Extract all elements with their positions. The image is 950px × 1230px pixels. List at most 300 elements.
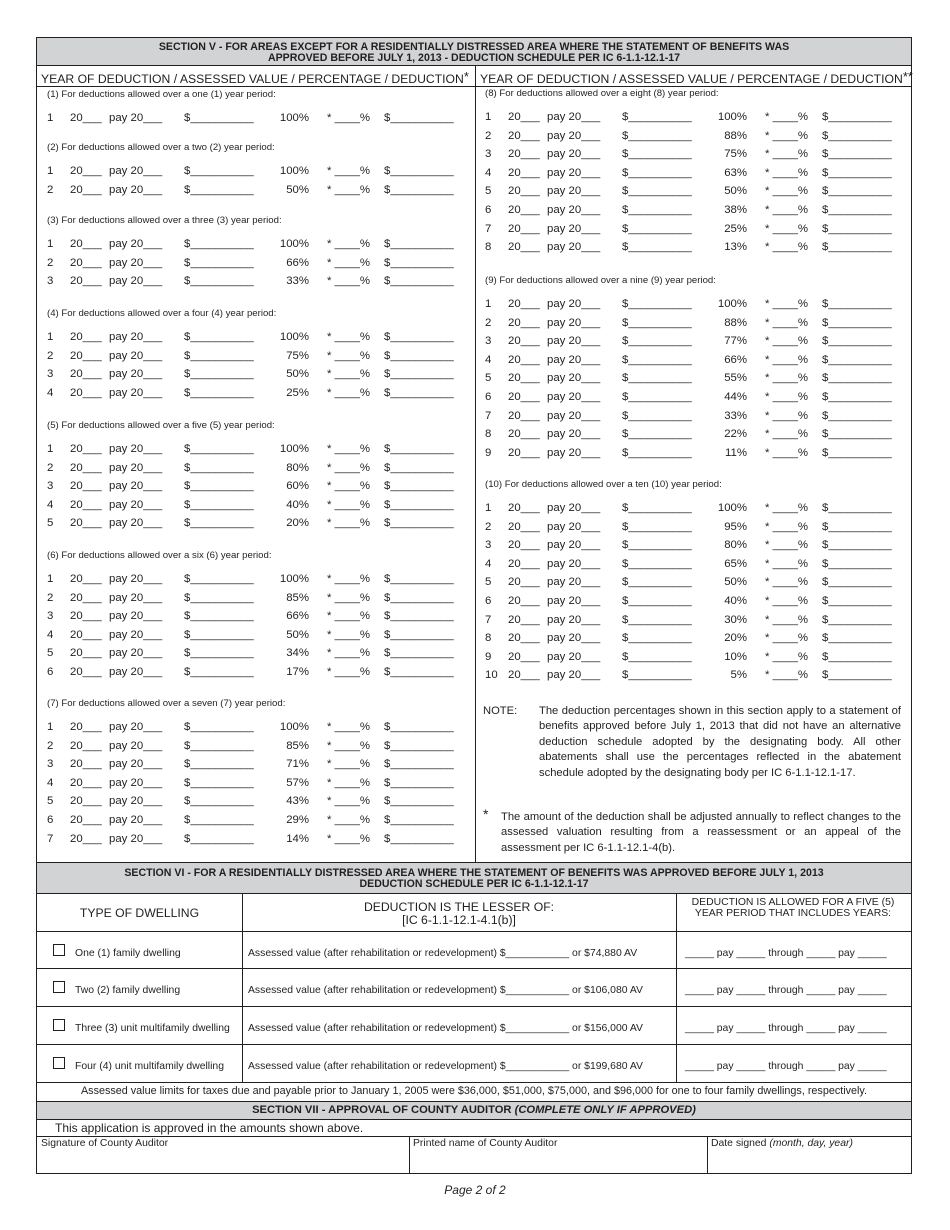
year-field[interactable]: 20___ bbox=[70, 443, 102, 455]
pay-year-field[interactable]: pay 20___ bbox=[109, 275, 163, 288]
assessed-value-field[interactable]: $__________ bbox=[622, 298, 692, 310]
deduction-field[interactable]: $__________ bbox=[384, 349, 454, 362]
year-field[interactable]: 20___ bbox=[508, 298, 540, 310]
year-field[interactable]: 20___ bbox=[70, 165, 102, 177]
year-field[interactable]: 20___ bbox=[508, 409, 540, 422]
percentage-field[interactable]: * ____% bbox=[765, 148, 809, 161]
dwelling-checkbox[interactable] bbox=[53, 1057, 65, 1069]
assessed-value-field[interactable]: $__________ bbox=[184, 795, 254, 808]
year-field[interactable]: 20___ bbox=[70, 517, 102, 530]
year-field[interactable]: 20___ bbox=[508, 204, 540, 216]
pay-year-field[interactable]: pay 20___ bbox=[109, 443, 163, 455]
percentage-field[interactable]: * ____% bbox=[765, 111, 809, 123]
percentage-field[interactable]: * ____% bbox=[765, 409, 809, 422]
pay-year-field[interactable]: pay 20___ bbox=[547, 204, 601, 216]
year-field[interactable]: 20___ bbox=[70, 758, 102, 771]
deduction-field[interactable]: $__________ bbox=[384, 386, 454, 399]
pay-year-field[interactable]: pay 20___ bbox=[109, 498, 163, 511]
year-field[interactable]: 20___ bbox=[508, 632, 540, 645]
assessed-value-field[interactable]: $__________ bbox=[184, 183, 254, 196]
pay-year-field[interactable]: pay 20___ bbox=[547, 557, 601, 570]
year-field[interactable]: 20___ bbox=[508, 595, 540, 607]
year-field[interactable]: 20___ bbox=[508, 669, 540, 682]
assessed-value-field[interactable]: $__________ bbox=[184, 573, 254, 585]
assessed-value-field[interactable]: $__________ bbox=[622, 148, 692, 161]
percentage-field[interactable]: * ____% bbox=[765, 669, 809, 682]
pay-year-field[interactable]: pay 20___ bbox=[547, 166, 601, 179]
percentage-field[interactable]: * ____% bbox=[327, 517, 371, 530]
assessed-value-field[interactable]: $__________ bbox=[622, 185, 692, 198]
percentage-field[interactable]: * ____% bbox=[765, 222, 809, 235]
assessed-value-field[interactable]: $__________ bbox=[184, 591, 254, 604]
assessed-value-field[interactable]: $__________ bbox=[184, 517, 254, 530]
deduction-field[interactable]: $__________ bbox=[822, 520, 892, 533]
percentage-field[interactable]: * ____% bbox=[327, 573, 371, 585]
pay-year-field[interactable]: pay 20___ bbox=[547, 595, 601, 607]
deduction-field[interactable]: $__________ bbox=[822, 129, 892, 142]
percentage-field[interactable]: * ____% bbox=[327, 368, 371, 381]
year-field[interactable]: 20___ bbox=[508, 316, 540, 329]
pay-year-field[interactable]: pay 20___ bbox=[547, 353, 601, 366]
pay-year-field[interactable]: pay 20___ bbox=[109, 758, 163, 771]
percentage-field[interactable]: * ____% bbox=[765, 576, 809, 589]
assessed-value-field[interactable]: $__________ bbox=[622, 650, 692, 663]
percentage-field[interactable]: * ____% bbox=[765, 241, 809, 254]
deduction-field[interactable]: $__________ bbox=[822, 539, 892, 552]
pay-year-field[interactable]: pay 20___ bbox=[109, 112, 163, 124]
year-field[interactable]: 20___ bbox=[70, 739, 102, 752]
assessed-value-field[interactable]: $__________ bbox=[184, 480, 254, 493]
year-field[interactable]: 20___ bbox=[508, 148, 540, 161]
percentage-field[interactable]: * ____% bbox=[765, 446, 809, 459]
deduction-field[interactable]: $__________ bbox=[822, 185, 892, 198]
assessed-value-field[interactable]: $__________ bbox=[622, 316, 692, 329]
dwelling-checkbox[interactable] bbox=[53, 981, 65, 993]
assessed-value-field[interactable]: $__________ bbox=[184, 666, 254, 678]
pay-year-field[interactable]: pay 20___ bbox=[547, 222, 601, 235]
deduction-field[interactable]: $__________ bbox=[384, 647, 454, 660]
deduction-field[interactable]: $__________ bbox=[822, 446, 892, 459]
pay-year-field[interactable]: pay 20___ bbox=[547, 391, 601, 403]
percentage-value: 75% bbox=[286, 349, 309, 362]
assessed-value-field[interactable]: $__________ bbox=[184, 814, 254, 826]
pay-year-field[interactable]: pay 20___ bbox=[547, 129, 601, 142]
pay-year-field[interactable]: pay 20___ bbox=[109, 368, 163, 381]
assessed-value-field[interactable]: $__________ bbox=[184, 275, 254, 288]
percentage-field[interactable]: * ____% bbox=[765, 520, 809, 533]
assessed-value-field[interactable]: $__________ bbox=[622, 222, 692, 235]
pay-year-field[interactable]: pay 20___ bbox=[109, 165, 163, 177]
deduction-field[interactable]: $__________ bbox=[384, 256, 454, 269]
percentage-field[interactable]: * ____% bbox=[327, 666, 371, 678]
year-field[interactable]: 20___ bbox=[70, 238, 102, 250]
percentage-field[interactable]: * ____% bbox=[327, 628, 371, 641]
pay-year-field[interactable]: pay 20___ bbox=[547, 241, 601, 254]
deduction-field[interactable]: $__________ bbox=[384, 238, 454, 250]
assessed-value-field[interactable]: $__________ bbox=[622, 669, 692, 682]
year-field[interactable]: 20___ bbox=[508, 502, 540, 514]
percentage-field[interactable]: * ____% bbox=[327, 275, 371, 288]
year-field[interactable]: 20___ bbox=[70, 666, 102, 678]
percentage-field[interactable]: * ____% bbox=[765, 335, 809, 348]
pay-year-field[interactable]: pay 20___ bbox=[109, 814, 163, 826]
deduction-field[interactable]: $__________ bbox=[822, 166, 892, 179]
year-field[interactable]: 20___ bbox=[70, 795, 102, 808]
percentage-field[interactable]: * ____% bbox=[765, 613, 809, 626]
deduction-field[interactable]: $__________ bbox=[822, 204, 892, 216]
deduction-field[interactable]: $__________ bbox=[822, 222, 892, 235]
deduction-field[interactable]: $__________ bbox=[822, 316, 892, 329]
date-signed-field[interactable] bbox=[711, 1138, 853, 1149]
pay-year-field[interactable]: pay 20___ bbox=[109, 776, 163, 789]
assessed-value-field[interactable]: $__________ bbox=[622, 372, 692, 385]
percentage-field[interactable]: * ____% bbox=[327, 758, 371, 771]
assessed-value-field[interactable]: $__________ bbox=[184, 331, 254, 343]
assessed-value-field[interactable]: $__________ bbox=[622, 557, 692, 570]
assessed-value-field[interactable]: $__________ bbox=[184, 647, 254, 660]
year-field[interactable]: 20___ bbox=[70, 183, 102, 196]
percentage-field[interactable]: * ____% bbox=[765, 595, 809, 607]
asterisk-mark: * bbox=[483, 806, 489, 822]
deduction-years-field[interactable]: _____ pay _____ through _____ pay _____ bbox=[685, 985, 887, 996]
year-field[interactable]: 20___ bbox=[508, 557, 540, 570]
percentage-field[interactable]: * ____% bbox=[327, 610, 371, 623]
year-field[interactable]: 20___ bbox=[508, 111, 540, 123]
pay-year-field[interactable]: pay 20___ bbox=[109, 517, 163, 530]
deduction-field[interactable]: $__________ bbox=[822, 111, 892, 123]
year-field[interactable]: 20___ bbox=[70, 349, 102, 362]
year-field[interactable]: 20___ bbox=[508, 428, 540, 441]
year-field[interactable]: 20___ bbox=[508, 539, 540, 552]
year-field[interactable]: 20___ bbox=[508, 166, 540, 179]
assessed-value-field[interactable]: $__________ bbox=[622, 632, 692, 645]
deduction-field[interactable]: $__________ bbox=[384, 183, 454, 196]
year-field[interactable]: 20___ bbox=[70, 814, 102, 826]
deduction-field[interactable]: $__________ bbox=[384, 591, 454, 604]
pay-year-field[interactable]: pay 20___ bbox=[109, 610, 163, 623]
percentage-field[interactable]: * ____% bbox=[327, 591, 371, 604]
pay-year-field[interactable]: pay 20___ bbox=[547, 520, 601, 533]
percentage-field[interactable]: * ____% bbox=[327, 349, 371, 362]
assessed-value-field[interactable]: $__________ bbox=[184, 112, 254, 124]
assessed-value-field[interactable]: $__________ bbox=[622, 595, 692, 607]
deduction-field[interactable]: $__________ bbox=[384, 776, 454, 789]
year-field[interactable]: 20___ bbox=[508, 353, 540, 366]
deduction-field[interactable]: $__________ bbox=[384, 275, 454, 288]
assessed-value-field[interactable]: $__________ bbox=[184, 386, 254, 399]
pay-year-field[interactable]: pay 20___ bbox=[547, 185, 601, 198]
assessed-value-field[interactable]: $__________ bbox=[184, 256, 254, 269]
percentage-field[interactable]: * ____% bbox=[327, 256, 371, 269]
percentage-field[interactable]: * ____% bbox=[327, 721, 371, 733]
percentage-field[interactable]: * ____% bbox=[765, 428, 809, 441]
assessed-value-field[interactable]: $__________ bbox=[622, 576, 692, 589]
deduction-field[interactable]: $__________ bbox=[822, 391, 892, 403]
deduction-years-field[interactable]: _____ pay _____ through _____ pay _____ bbox=[685, 1061, 887, 1072]
percentage-field[interactable]: * ____% bbox=[765, 185, 809, 198]
dwelling-checkbox[interactable] bbox=[53, 1019, 65, 1031]
deduction-field[interactable]: $__________ bbox=[822, 372, 892, 385]
pay-year-field[interactable]: pay 20___ bbox=[547, 502, 601, 514]
year-field[interactable]: 20___ bbox=[508, 372, 540, 385]
deduction-field[interactable]: $__________ bbox=[384, 573, 454, 585]
percentage-field[interactable]: * ____% bbox=[327, 480, 371, 493]
assessed-value-field[interactable]: $__________ bbox=[622, 446, 692, 459]
deduction-field[interactable]: $__________ bbox=[384, 443, 454, 455]
deduction-field[interactable]: $__________ bbox=[384, 758, 454, 771]
assessed-value-field[interactable]: $__________ bbox=[622, 241, 692, 254]
deduction-field[interactable]: $__________ bbox=[822, 613, 892, 626]
pay-year-field[interactable]: pay 20___ bbox=[109, 256, 163, 269]
deduction-years-field[interactable]: _____ pay _____ through _____ pay _____ bbox=[685, 948, 887, 959]
year-field[interactable]: 20___ bbox=[70, 480, 102, 493]
assessed-value-field[interactable]: $__________ bbox=[184, 739, 254, 752]
percentage-value: 50% bbox=[724, 185, 747, 198]
deduction-field[interactable]: $__________ bbox=[384, 832, 454, 845]
year-field[interactable]: 20___ bbox=[70, 610, 102, 623]
percentage-field[interactable]: * ____% bbox=[327, 461, 371, 474]
schedule-title: (1) For deductions allowed over a one (1) year period: bbox=[47, 89, 276, 100]
assessed-value-field[interactable]: $__________ bbox=[622, 129, 692, 142]
deduction-field[interactable]: $__________ bbox=[822, 632, 892, 645]
percentage-field[interactable]: * ____% bbox=[765, 298, 809, 310]
printed-name-county-auditor-field[interactable]: Printed name of County Auditor bbox=[413, 1138, 558, 1149]
assessed-value-field[interactable]: $__________ bbox=[622, 613, 692, 626]
percentage-field[interactable]: * ____% bbox=[765, 539, 809, 552]
assessed-value-field[interactable]: $__________ bbox=[622, 502, 692, 514]
percentage-field[interactable]: * ____% bbox=[765, 650, 809, 663]
pay-year-field[interactable]: pay 20___ bbox=[547, 539, 601, 552]
year-field[interactable]: 20___ bbox=[70, 776, 102, 789]
assessed-value-field[interactable]: $__________ bbox=[184, 758, 254, 771]
year-field[interactable]: 20___ bbox=[70, 461, 102, 474]
percentage-field[interactable]: * ____% bbox=[327, 498, 371, 511]
assessed-value-field[interactable]: $__________ bbox=[622, 204, 692, 216]
pay-year-field[interactable]: pay 20___ bbox=[109, 647, 163, 660]
pay-year-field[interactable]: pay 20___ bbox=[547, 372, 601, 385]
assessed-value-field[interactable]: $__________ bbox=[184, 610, 254, 623]
pay-year-field[interactable]: pay 20___ bbox=[109, 628, 163, 641]
row-number: 4 bbox=[485, 557, 492, 570]
assessed-value-field[interactable]: $__________ bbox=[622, 353, 692, 366]
deduction-field[interactable]: $__________ bbox=[384, 498, 454, 511]
deduction-field[interactable]: $__________ bbox=[822, 241, 892, 254]
pay-year-field[interactable]: pay 20___ bbox=[547, 298, 601, 310]
percentage-field[interactable]: * ____% bbox=[327, 814, 371, 826]
pay-year-field[interactable]: pay 20___ bbox=[109, 480, 163, 493]
assessed-value-field[interactable]: $__________ bbox=[184, 628, 254, 641]
deduction-field[interactable]: $__________ bbox=[822, 650, 892, 663]
assessed-value-field[interactable]: $__________ bbox=[622, 539, 692, 552]
pay-year-field[interactable]: pay 20___ bbox=[109, 461, 163, 474]
percentage-field[interactable]: * ____% bbox=[327, 331, 371, 343]
pay-year-field[interactable]: pay 20___ bbox=[547, 576, 601, 589]
pay-year-field[interactable]: pay 20___ bbox=[109, 238, 163, 250]
year-field[interactable]: 20___ bbox=[508, 185, 540, 198]
pay-year-field[interactable]: pay 20___ bbox=[109, 739, 163, 752]
approval-statement: This application is approved in the amounts shown above. bbox=[55, 1121, 364, 1135]
assessed-value-field[interactable]: $__________ bbox=[184, 498, 254, 511]
year-field[interactable]: 20___ bbox=[70, 573, 102, 585]
year-field[interactable]: 20___ bbox=[70, 628, 102, 641]
year-field[interactable]: 20___ bbox=[508, 650, 540, 663]
assessed-value-field[interactable]: $__________ bbox=[184, 238, 254, 250]
percentage-field[interactable]: * ____% bbox=[327, 776, 371, 789]
deduction-field[interactable]: $__________ bbox=[822, 669, 892, 682]
year-field[interactable]: 20___ bbox=[70, 647, 102, 660]
assessed-value-field[interactable]: $__________ bbox=[622, 111, 692, 123]
percentage-field[interactable]: * ____% bbox=[765, 502, 809, 514]
year-field[interactable]: 20___ bbox=[70, 591, 102, 604]
percentage-field[interactable]: * ____% bbox=[765, 204, 809, 216]
assessed-value-field[interactable]: $__________ bbox=[622, 335, 692, 348]
percentage-field[interactable]: * ____% bbox=[327, 739, 371, 752]
percentage-field[interactable]: * ____% bbox=[327, 238, 371, 250]
assessed-value-field[interactable]: $__________ bbox=[184, 461, 254, 474]
percentage-field[interactable]: * ____% bbox=[765, 353, 809, 366]
row-number: 2 bbox=[485, 520, 492, 533]
deduction-field[interactable]: $__________ bbox=[384, 739, 454, 752]
pay-year-field[interactable]: pay 20___ bbox=[109, 666, 163, 678]
assessed-value-field[interactable]: Assessed value (after rehabilitation or redevelopment) $___________ or $199,680 AV bbox=[248, 1061, 643, 1072]
year-field[interactable]: 20___ bbox=[70, 386, 102, 399]
pay-year-field[interactable]: pay 20___ bbox=[547, 669, 601, 682]
assessed-value-field[interactable]: $__________ bbox=[622, 409, 692, 422]
deduction-field[interactable]: $__________ bbox=[822, 595, 892, 607]
pay-year-field[interactable]: pay 20___ bbox=[109, 331, 163, 343]
assessed-value-field[interactable]: Assessed value (after rehabilitation or redevelopment) $___________ or $156,000 AV bbox=[248, 1023, 643, 1034]
deduction-field[interactable]: $__________ bbox=[384, 517, 454, 530]
deduction-years-field[interactable]: _____ pay _____ through _____ pay _____ bbox=[685, 1023, 887, 1034]
year-field[interactable]: 20___ bbox=[508, 520, 540, 533]
deduction-field[interactable]: $__________ bbox=[822, 353, 892, 366]
deduction-field[interactable]: $__________ bbox=[384, 331, 454, 343]
deduction-field[interactable]: $__________ bbox=[822, 409, 892, 422]
year-field[interactable]: 20___ bbox=[70, 832, 102, 845]
dwelling-checkbox[interactable] bbox=[53, 944, 65, 956]
year-field[interactable]: 20___ bbox=[508, 129, 540, 142]
year-field[interactable]: 20___ bbox=[70, 721, 102, 733]
assessed-value-field[interactable]: $__________ bbox=[622, 391, 692, 403]
pay-year-field[interactable]: pay 20___ bbox=[547, 446, 601, 459]
year-field[interactable]: 20___ bbox=[508, 391, 540, 403]
percentage-value: 34% bbox=[286, 647, 309, 660]
percentage-field[interactable]: * ____% bbox=[765, 129, 809, 142]
pay-year-field[interactable]: pay 20___ bbox=[547, 148, 601, 161]
year-field[interactable]: 20___ bbox=[508, 446, 540, 459]
year-field[interactable]: 20___ bbox=[508, 222, 540, 235]
assessed-value-field[interactable]: $__________ bbox=[622, 428, 692, 441]
pay-year-field[interactable]: pay 20___ bbox=[547, 650, 601, 663]
year-field[interactable]: 20___ bbox=[508, 613, 540, 626]
percentage-value: 29% bbox=[286, 814, 309, 826]
assessed-value-field[interactable]: Assessed value (after rehabilitation or redevelopment) $___________ or $74,880 AV bbox=[248, 948, 638, 959]
deduction-field[interactable]: $__________ bbox=[822, 502, 892, 514]
year-field[interactable]: 20___ bbox=[508, 576, 540, 589]
assessed-value-field[interactable]: $__________ bbox=[184, 368, 254, 381]
date-signed-hint: (month, day, year) bbox=[769, 1138, 853, 1149]
deduction-field[interactable]: $__________ bbox=[384, 721, 454, 733]
deduction-field[interactable]: $__________ bbox=[822, 148, 892, 161]
deduction-field[interactable]: $__________ bbox=[384, 814, 454, 826]
pay-year-field[interactable]: pay 20___ bbox=[109, 386, 163, 399]
deduction-field[interactable]: $__________ bbox=[384, 666, 454, 678]
pay-year-field[interactable]: pay 20___ bbox=[547, 335, 601, 348]
deduction-field[interactable]: $__________ bbox=[384, 461, 454, 474]
year-field[interactable]: 20___ bbox=[70, 368, 102, 381]
deduction-field[interactable]: $__________ bbox=[384, 610, 454, 623]
percentage-field[interactable]: * ____% bbox=[327, 647, 371, 660]
percentage-field[interactable]: * ____% bbox=[327, 165, 371, 177]
percentage-field[interactable]: * ____% bbox=[327, 183, 371, 196]
year-field[interactable]: 20___ bbox=[70, 275, 102, 288]
deduction-field[interactable]: $__________ bbox=[384, 628, 454, 641]
assessed-value-field[interactable]: $__________ bbox=[184, 165, 254, 177]
percentage-field[interactable]: * ____% bbox=[327, 795, 371, 808]
assessed-value-field[interactable]: $__________ bbox=[622, 520, 692, 533]
deduction-field[interactable]: $__________ bbox=[822, 335, 892, 348]
percentage-field[interactable]: * ____% bbox=[765, 557, 809, 570]
assessed-value-field[interactable]: $__________ bbox=[184, 349, 254, 362]
pay-year-field[interactable]: pay 20___ bbox=[109, 349, 163, 362]
percentage-field[interactable]: * ____% bbox=[765, 632, 809, 645]
pay-year-field[interactable]: pay 20___ bbox=[109, 721, 163, 733]
deduction-field[interactable]: $__________ bbox=[384, 112, 454, 124]
assessed-value-field[interactable]: $__________ bbox=[184, 832, 254, 845]
deduction-field[interactable]: $__________ bbox=[822, 557, 892, 570]
pay-year-field[interactable]: pay 20___ bbox=[109, 573, 163, 585]
deduction-field[interactable]: $__________ bbox=[822, 576, 892, 589]
deduction-field[interactable]: $__________ bbox=[822, 428, 892, 441]
year-field[interactable]: 20___ bbox=[70, 112, 102, 124]
pay-year-field[interactable]: pay 20___ bbox=[547, 409, 601, 422]
year-field[interactable]: 20___ bbox=[70, 331, 102, 343]
percentage-field[interactable]: * ____% bbox=[327, 112, 371, 124]
pay-year-field[interactable]: pay 20___ bbox=[547, 613, 601, 626]
assessed-value-field[interactable]: Assessed value (after rehabilitation or redevelopment) $___________ or $106,080 AV bbox=[248, 985, 643, 996]
percentage-field[interactable]: * ____% bbox=[327, 386, 371, 399]
pay-year-field[interactable]: pay 20___ bbox=[109, 795, 163, 808]
pay-year-field[interactable]: pay 20___ bbox=[547, 111, 601, 123]
deduction-field[interactable]: $__________ bbox=[384, 795, 454, 808]
percentage-field[interactable]: * ____% bbox=[765, 391, 809, 403]
year-field[interactable]: 20___ bbox=[508, 241, 540, 254]
pay-year-field[interactable]: pay 20___ bbox=[547, 428, 601, 441]
percentage-field[interactable]: * ____% bbox=[765, 316, 809, 329]
assessed-value-field[interactable]: $__________ bbox=[184, 443, 254, 455]
pay-year-field[interactable]: pay 20___ bbox=[109, 591, 163, 604]
pay-year-field[interactable]: pay 20___ bbox=[109, 832, 163, 845]
signature-county-auditor-field[interactable]: Signature of County Auditor bbox=[41, 1138, 169, 1149]
percentage-field[interactable]: * ____% bbox=[327, 443, 371, 455]
assessed-value-field[interactable]: $__________ bbox=[622, 166, 692, 179]
assessed-value-field[interactable]: $__________ bbox=[184, 721, 254, 733]
year-field[interactable]: 20___ bbox=[70, 256, 102, 269]
pay-year-field[interactable]: pay 20___ bbox=[547, 632, 601, 645]
pay-year-field[interactable]: pay 20___ bbox=[547, 316, 601, 329]
deduction-field[interactable]: $__________ bbox=[384, 368, 454, 381]
percentage-field[interactable]: * ____% bbox=[765, 166, 809, 179]
year-field[interactable]: 20___ bbox=[508, 335, 540, 348]
deduction-field[interactable]: $__________ bbox=[384, 480, 454, 493]
deduction-field[interactable]: $__________ bbox=[822, 298, 892, 310]
assessed-value-field[interactable]: $__________ bbox=[184, 776, 254, 789]
deduction-field[interactable]: $__________ bbox=[384, 165, 454, 177]
percentage-field[interactable]: * ____% bbox=[327, 832, 371, 845]
pay-year-field[interactable]: pay 20___ bbox=[109, 183, 163, 196]
year-field[interactable]: 20___ bbox=[70, 498, 102, 511]
percentage-field[interactable]: * ____% bbox=[765, 372, 809, 385]
